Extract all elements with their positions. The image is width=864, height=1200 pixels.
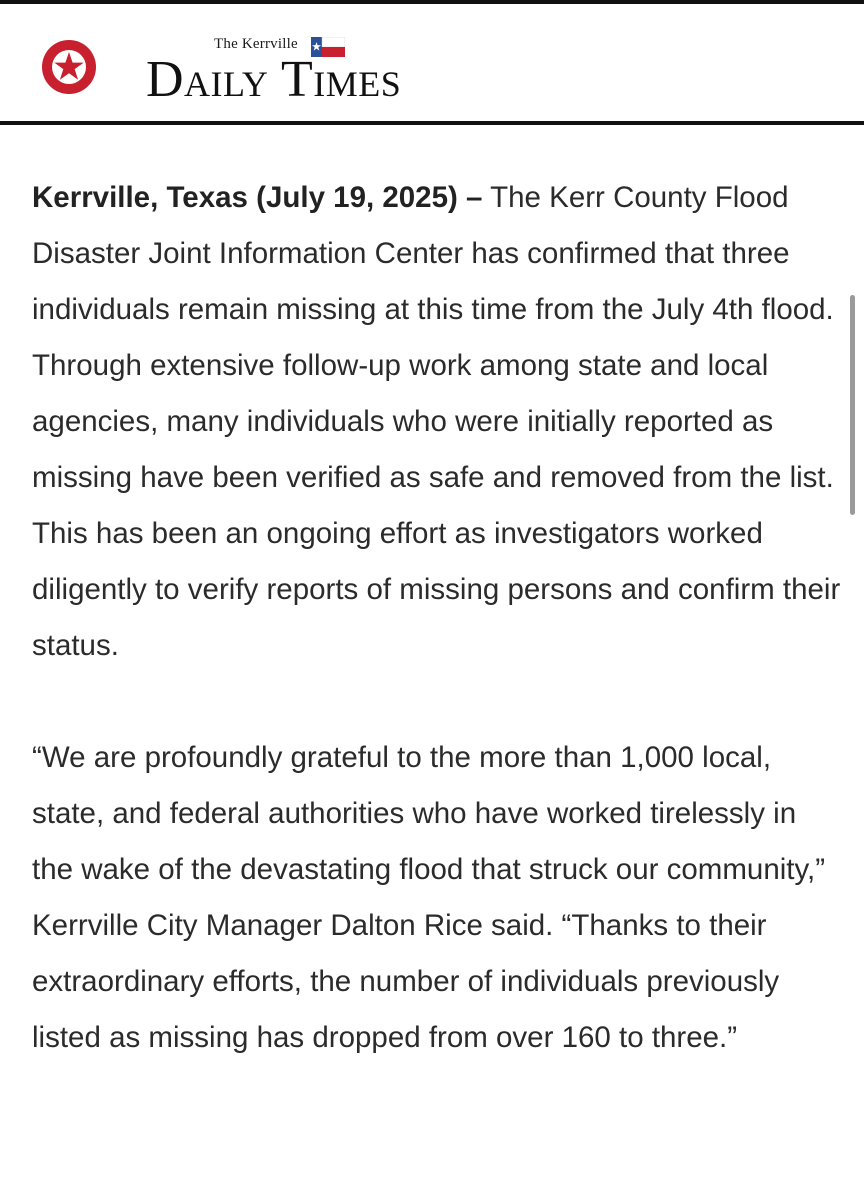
masthead-title: Daily Times: [146, 51, 402, 108]
scrollbar[interactable]: [850, 295, 855, 515]
article-dateline: Kerrville, Texas (July 19, 2025) –: [32, 181, 483, 214]
header-divider: [0, 121, 864, 125]
star-logo-icon[interactable]: [41, 39, 97, 95]
masthead-small-text: The Kerrville: [214, 36, 298, 52]
article-paragraph-1-text: The Kerr County Flood Disaster Joint Information Center has confirmed that three individuals remain missing at this time from the July 4th flood. Through extensive follow-up work among state and local agencies, many individuals who were initially reported as missing have been verified as safe and removed from the list. This has been an ongoing effort as investigators worked diligently to verify reports of missing persons and confirm their status.: [32, 181, 841, 662]
article-paragraph-1: [32, 170, 842, 674]
site-header: [0, 4, 864, 122]
article-body: [32, 170, 842, 1122]
masthead-logo[interactable]: [146, 34, 446, 108]
article-paragraph-2: “We are profoundly grateful to the more than 1,000 local, state, and federal authorities who have worked tirelessly in the wake of the devastating flood that struck our community,” Kerrville City Manager Dalton Rice said. “Thanks to their extraordinary efforts, the number of individuals previously listed as missing has dropped from over 160 to three.”: [32, 741, 826, 1054]
